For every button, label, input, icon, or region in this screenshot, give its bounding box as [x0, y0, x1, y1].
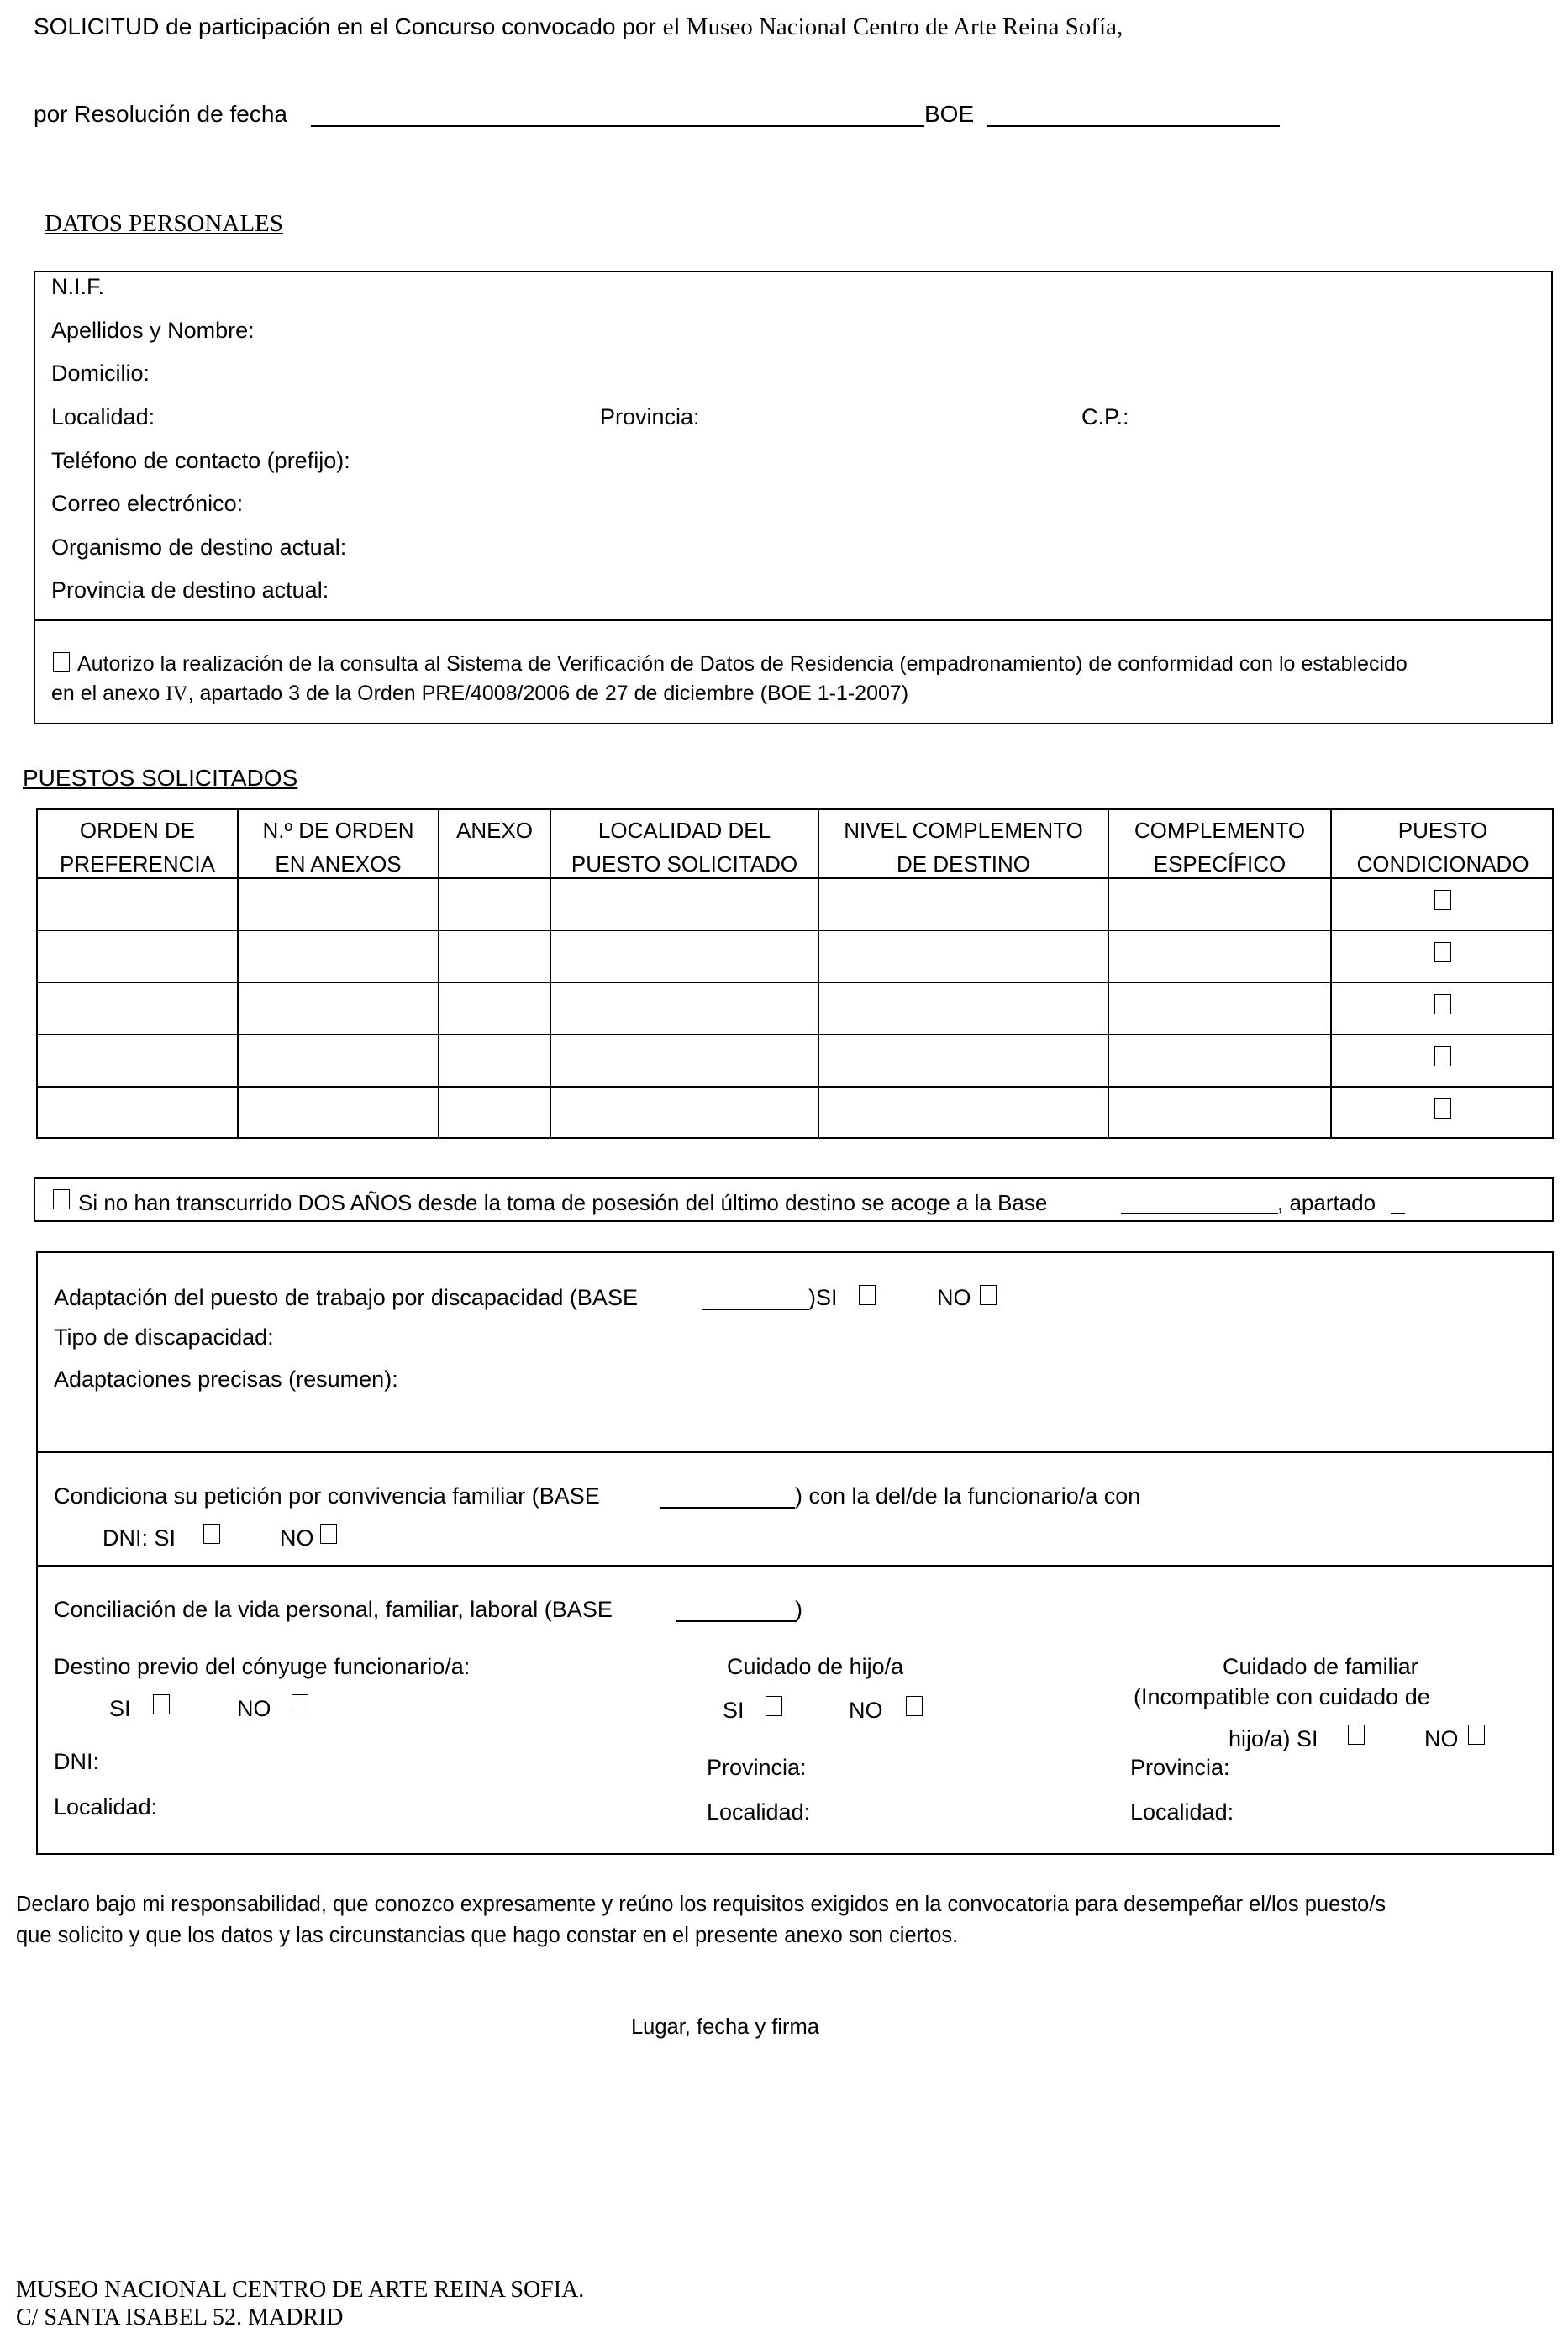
convivencia-no-label: NO: [280, 1525, 314, 1551]
col-header-nivel: [819, 814, 1108, 881]
col-header-localidad-l1: LOCALIDAD DEL: [597, 818, 771, 843]
col-header-complemento-l1: COMPLEMENTO: [1134, 818, 1306, 843]
footer-line-2: C/ SANTA ISABEL 52. MADRID: [16, 2304, 344, 2330]
dos-anos-apartado-line[interactable]: [1391, 1213, 1405, 1214]
cp-label: C.P.:: [1081, 404, 1129, 429]
adaptacion-si-label: )SI: [808, 1285, 838, 1310]
boe-line[interactable]: [987, 125, 1280, 127]
puestos-row-line-2: [36, 982, 1554, 983]
convivencia-no-checkbox[interactable]: [320, 1524, 337, 1544]
boe-label: BOE: [924, 101, 975, 127]
conyuge-si-label: SI: [109, 1696, 131, 1721]
autorizo-roman: IV: [166, 682, 188, 705]
localidad-label: Localidad:: [51, 404, 155, 429]
correo-label: Correo electrónico:: [51, 491, 244, 516]
section-title-datos-personales: DATOS PERSONALES: [45, 210, 283, 237]
familiar-localidad-label: Localidad:: [1130, 1799, 1234, 1825]
familiar-label-2: (Incompatible con cuidado de: [1134, 1684, 1430, 1709]
domicilio-label: Domicilio:: [51, 361, 150, 386]
convivencia-label-b: ) con la del/de la funcionario/a con: [795, 1483, 1141, 1509]
telefono-label: Teléfono de contacto (prefijo):: [51, 448, 350, 473]
declaracion-line-2: que solicito y que los datos y las circunstancias que hago constar en el presente anexo son ciertos.: [16, 1924, 959, 1947]
declaracion-line-1: Declaro bajo mi responsabilidad, que conozco expresamente y reúno los requisitos exigidos en la convocatoria para desempeñar el/los puesto/s: [16, 1893, 1386, 1916]
conyuge-no-label: NO: [237, 1696, 271, 1721]
conyuge-no-checkbox[interactable]: [292, 1694, 308, 1714]
form-title: [34, 13, 1123, 41]
condicionado-checkbox-2[interactable]: [1434, 942, 1451, 962]
conciliacion-base-line[interactable]: [676, 1620, 797, 1622]
familiar-si-label: hijo/a) SI: [1229, 1726, 1318, 1751]
organismo-label: Organismo de destino actual:: [51, 535, 347, 560]
col-header-nivel-l2: DE DESTINO: [897, 851, 1030, 877]
col-header-complemento-l2: ESPECÍFICO: [1153, 851, 1286, 877]
col-header-condicionado: [1332, 814, 1554, 881]
col-header-numero-l2: EN ANEXOS: [275, 851, 402, 877]
hijo-localidad-label: Localidad:: [707, 1799, 811, 1825]
condicionado-checkbox-1[interactable]: [1434, 890, 1451, 910]
conciliacion-label-b: ): [795, 1597, 802, 1622]
familiar-provincia-label: Provincia:: [1130, 1755, 1230, 1780]
resolucion-label: por Resolución de fecha: [34, 101, 287, 127]
hijo-label: Cuidado de hijo/a: [727, 1654, 904, 1679]
autorizo-text-2a: en el anexo: [51, 682, 160, 705]
col-header-complemento: [1109, 814, 1330, 881]
conyuge-si-checkbox[interactable]: [153, 1694, 170, 1714]
conyuge-localidad-label: Localidad:: [54, 1794, 158, 1820]
autorizo-text-1: Autorizo la realización de la consulta al Sistema de Verificación de Datos de Residencia (empadronamiento) de conformidad con lo establecido: [77, 652, 1408, 676]
convivencia-dni-si-label: DNI: SI: [103, 1525, 176, 1551]
adaptacion-si-checkbox[interactable]: [859, 1285, 876, 1305]
col-header-condicionado-l1: PUESTO: [1397, 818, 1488, 843]
col-header-orden-l2: PREFERENCIA: [60, 851, 215, 877]
provincia-label: Provincia:: [600, 404, 700, 429]
autorizo-text-2b: , apartado 3 de la Orden PRE/4008/2006 de 27 de diciembre (BOE 1-1-2007): [187, 682, 909, 705]
familiar-label-1: Cuidado de familiar: [1223, 1654, 1418, 1679]
circunstancias-divider-2: [36, 1565, 1554, 1567]
familiar-no-label: NO: [1424, 1726, 1459, 1751]
puestos-row-line-3: [36, 1034, 1554, 1035]
resolucion-date-line[interactable]: [311, 125, 924, 127]
col-header-orden: [38, 814, 237, 881]
hijo-no-checkbox[interactable]: [906, 1696, 923, 1716]
autorizo-checkbox[interactable]: [53, 652, 70, 672]
condicionado-checkbox-3[interactable]: [1434, 994, 1451, 1014]
tipo-discapacidad-label: Tipo de discapacidad:: [54, 1324, 274, 1350]
condicionado-checkbox-5[interactable]: [1434, 1098, 1451, 1119]
firma-label: Lugar, fecha y firma: [631, 2015, 819, 2039]
col-header-anexo-l1: ANEXO: [455, 818, 534, 843]
col-header-anexo: [439, 814, 550, 847]
apellidos-label: Apellidos y Nombre:: [51, 318, 255, 343]
form-title-sans: SOLICITUD de participación en el Concurso convocado por: [34, 13, 656, 39]
convivencia-label: Condiciona su petición por convivencia familiar (BASE: [54, 1483, 600, 1509]
col-header-numero-l1: N.º DE ORDEN: [262, 818, 414, 843]
autorizo-text-2: [51, 682, 908, 706]
adaptacion-no-checkbox[interactable]: [980, 1285, 997, 1305]
convivencia-si-checkbox[interactable]: [203, 1524, 220, 1544]
col-header-localidad-l2: PUESTO SOLICITADO: [571, 851, 798, 877]
footer-line-1: MUSEO NACIONAL CENTRO DE ARTE REINA SOFIA.: [16, 2277, 585, 2303]
convivencia-base-line[interactable]: [660, 1507, 795, 1509]
dos-anos-apartado: , apartado: [1277, 1190, 1376, 1215]
familiar-si-checkbox[interactable]: [1348, 1725, 1365, 1745]
familiar-no-checkbox[interactable]: [1468, 1725, 1485, 1745]
hijo-no-label: NO: [849, 1698, 883, 1723]
puestos-row-line-1: [36, 930, 1554, 931]
conciliacion-label: Conciliación de la vida personal, familiar, laboral (BASE: [54, 1597, 613, 1622]
col-header-nivel-l1: NIVEL COMPLEMENTO: [844, 818, 1083, 843]
col-header-condicionado-l2: CONDICIONADO: [1356, 851, 1529, 877]
adaptacion-no-label: NO: [937, 1285, 971, 1310]
hijo-provincia-label: Provincia:: [707, 1755, 807, 1780]
hijo-si-label: SI: [723, 1698, 745, 1723]
col-header-localidad: [551, 814, 818, 881]
dos-anos-base-line[interactable]: [1121, 1213, 1278, 1214]
form-title-museum: el Museo Nacional Centro de Arte Reina Sofía,: [662, 13, 1123, 40]
section-title-puestos: PUESTOS SOLICITADOS: [23, 765, 298, 791]
puestos-row-line-4: [36, 1086, 1554, 1088]
col-header-orden-l1: ORDEN DE: [79, 818, 196, 843]
nif-label: N.I.F.: [51, 274, 105, 299]
adaptacion-label: Adaptación del puesto de trabajo por discapacidad (BASE: [54, 1285, 638, 1310]
datos-personales-divider: [34, 619, 1553, 621]
dos-anos-checkbox[interactable]: [53, 1189, 70, 1209]
provincia-destino-label: Provincia de destino actual:: [51, 577, 329, 603]
condicionado-checkbox-4[interactable]: [1434, 1046, 1451, 1066]
adaptaciones-label: Adaptaciones precisas (resumen):: [54, 1367, 398, 1392]
col-header-numero: [239, 814, 438, 881]
puestos-col-line-2: [438, 808, 439, 1139]
conyuge-label: Destino previo del cónyuge funcionario/a:: [54, 1654, 471, 1679]
conyuge-dni-label: DNI:: [54, 1749, 99, 1774]
circunstancias-divider-1: [36, 1451, 1554, 1453]
hijo-si-checkbox[interactable]: [766, 1696, 782, 1716]
adaptacion-base-line[interactable]: [702, 1309, 809, 1310]
dos-anos-text: Si no han transcurrido DOS AÑOS desde la toma de posesión del último destino se acoge a la Base: [78, 1190, 1048, 1215]
